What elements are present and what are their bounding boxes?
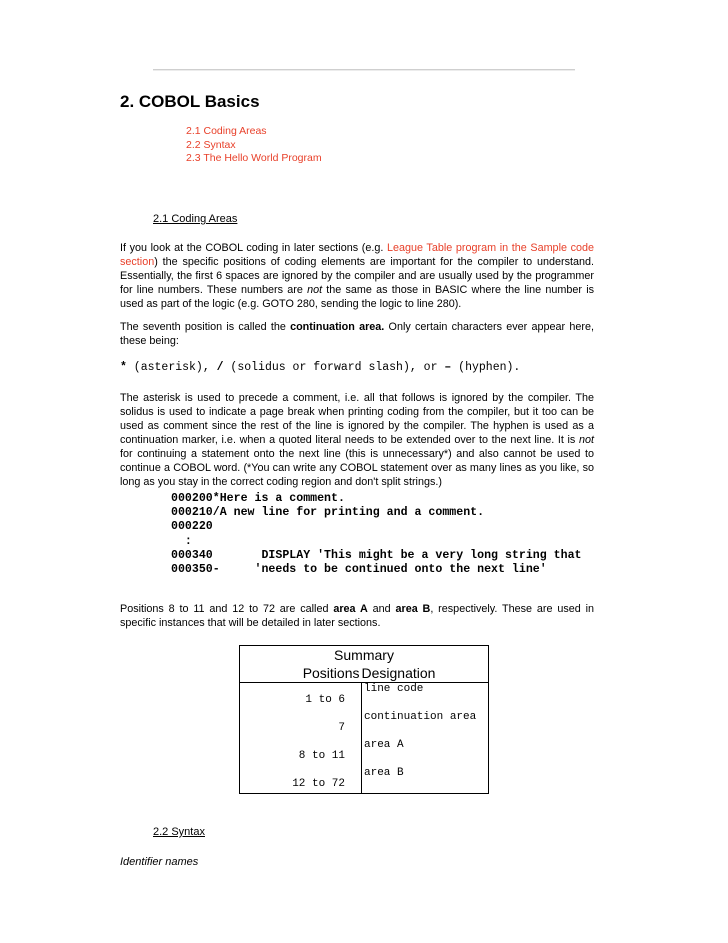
paragraph-text: the same as those in BASIC where the line number is used as part of the logic (e.g. GOTO 280, sending the logic to line 280). xyxy=(120,284,595,310)
code-line: 000340 DISPLAY 'This might be a very long string that xyxy=(171,548,582,562)
code-line: : xyxy=(171,534,192,548)
code-line: 000350- 'needs to be continued onto the next line' xyxy=(171,563,547,577)
toc-link-syntax[interactable]: 2.2 Syntax xyxy=(186,138,236,151)
bold-term: area A xyxy=(333,603,368,615)
char-desc: (asterisk), xyxy=(126,361,217,374)
designation-cell: area B xyxy=(362,767,489,794)
toc-link-coding-areas[interactable]: 2.1 Coding Areas xyxy=(186,125,267,137)
solidus-char: / xyxy=(216,361,224,374)
paragraph-text: , respectively. These are used in specific instances that will be detailed in later sections. xyxy=(120,603,594,629)
subheading-identifier-names: Identifier names xyxy=(120,856,199,868)
paragraph-text: and xyxy=(367,603,396,615)
table-row xyxy=(240,767,489,794)
horizontal-rule xyxy=(153,69,575,71)
emphasis-text: not xyxy=(307,284,323,296)
positions-cell: 7 xyxy=(240,711,362,739)
paragraph-continuation-area xyxy=(120,320,594,348)
char-desc: (hyphen). xyxy=(451,361,521,374)
bold-term: continuation area. xyxy=(290,321,385,333)
positions-cell: 12 to 72 xyxy=(240,767,362,794)
positions-cell: 8 to 11 xyxy=(240,739,362,767)
char-desc: (solidus or forward slash), or xyxy=(223,361,445,374)
designation-cell: continuation area xyxy=(362,711,489,739)
paragraph-text: ) the specific positions of coding elements are important for the compiler to understand. Essentially, the first 6 spaces are ignored by the compiler and are usually used by the programmer for line numbers. These numbers are xyxy=(120,256,594,296)
table-row xyxy=(240,739,489,767)
table-row xyxy=(240,683,489,712)
toc-link-hello-world[interactable]: 2.3 The Hello World Program xyxy=(186,152,322,164)
summary-caption: Summary xyxy=(240,646,489,665)
section-heading-coding-areas: 2.1 Coding Areas xyxy=(153,213,238,225)
league-table-link[interactable]: League Table program in the Sample code section xyxy=(120,242,595,268)
designation-cell: line code xyxy=(362,683,489,712)
page-title: 2. COBOL Basics xyxy=(120,92,260,111)
paragraph-explanation xyxy=(120,391,594,489)
paragraph-text: for continuing a statement onto the next line (this is unnecessary*) and also cannot be used to continue a COBOL word. (*You can write any COBOL statement over as many lines as you like, so long as you stay in the correct coding region and don't split strings.) xyxy=(120,448,594,488)
paragraph-text: The asterisk is used to precede a comment, i.e. all that follows is ignored by the compiler. The solidus is used to indicate a page break when printing coding from the compiler, but it too can be used as comment since the rest of the line is ignored by the compiler. The hyphen is used as a continuation marker, i.e. when a quoted literal needs to be extended over to the next line. It is xyxy=(120,392,594,446)
summary-table xyxy=(239,645,489,794)
paragraph-text: Only certain characters ever appear here, these being: xyxy=(120,321,594,347)
paragraph-text: Positions 8 to 11 and 12 to 72 are called xyxy=(120,603,334,615)
emphasis-text: not xyxy=(578,434,594,446)
asterisk-char: * xyxy=(120,361,127,374)
code-example xyxy=(171,492,582,577)
paragraph-areas xyxy=(120,602,594,630)
section-heading-syntax: 2.2 Syntax xyxy=(153,826,205,838)
hyphen-char: – xyxy=(444,361,452,374)
bold-term: area B xyxy=(395,603,431,615)
paragraph-intro xyxy=(120,241,594,311)
positions-cell: 1 to 6 xyxy=(240,683,362,712)
continuation-characters xyxy=(120,361,594,375)
table-of-contents xyxy=(186,125,322,166)
column-header-positions: Positions xyxy=(240,664,362,683)
designation-cell: area A xyxy=(362,739,489,767)
code-line: 000220 xyxy=(171,520,213,534)
code-line: 000200*Here is a comment. xyxy=(171,492,345,505)
paragraph-text: The seventh position is called the xyxy=(120,321,291,333)
code-line: 000210/A new line for printing and a comment. xyxy=(171,506,485,520)
paragraph-text: If you look at the COBOL coding in later sections (e.g. xyxy=(120,242,387,254)
column-header-designation: Designation xyxy=(362,664,489,683)
table-row xyxy=(240,711,489,739)
